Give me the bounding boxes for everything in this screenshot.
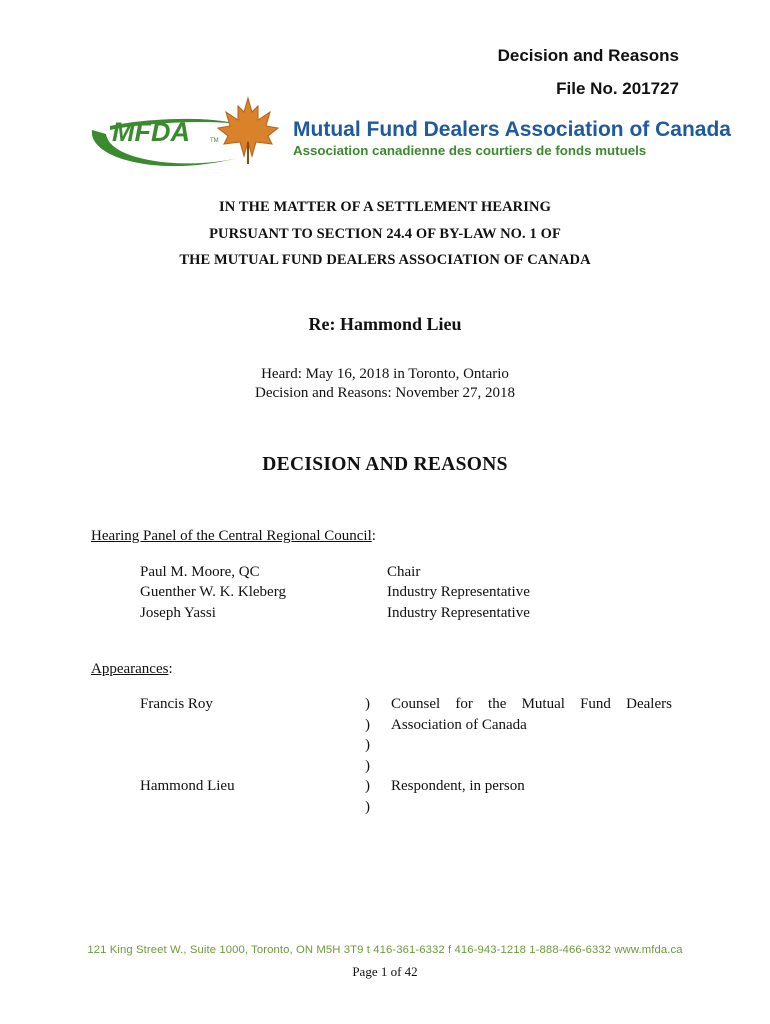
maple-leaf-icon — [218, 98, 278, 164]
role-word: Dealers — [626, 696, 672, 712]
role-word: Fund — [580, 696, 611, 712]
role-word: Counsel — [391, 696, 441, 712]
panel-member-role: Industry Representative — [387, 584, 530, 600]
bracket-paren: ) — [365, 717, 370, 733]
logo-name-french: Association canadienne des courtiers de fonds mutuels — [293, 143, 647, 158]
document-type-heading: Decision and Reasons — [497, 46, 679, 65]
panel-heading-text: Hearing Panel of the Central Regional Council — [91, 528, 372, 544]
document-title: DECISION AND REASONS — [262, 454, 508, 475]
role-word: the — [488, 696, 507, 712]
appearance-role-line-1 — [391, 696, 672, 713]
respondent-heading: Re: Hammond Lieu — [308, 314, 462, 334]
matter-line-2: PURSUANT TO SECTION 24.4 OF BY-LAW NO. 1 OF — [209, 226, 561, 242]
appearances-heading — [91, 661, 173, 678]
appearance-role: Respondent, in person — [391, 778, 525, 794]
decision-date: Decision and Reasons: November 27, 2018 — [255, 385, 515, 401]
bracket-paren: ) — [365, 696, 370, 712]
bracket-paren: ) — [365, 778, 370, 794]
panel-member-name: Guenther W. K. Kleberg — [140, 584, 286, 600]
panel-heading-colon: : — [371, 528, 376, 544]
logo-acronym: MFDA — [112, 117, 190, 147]
footer-address: 121 King Street W., Suite 1000, Toronto, ON M5H 3T9 t 416-361-6332 f 416-943-1218 1-888-466-6332 www.mfda.ca — [87, 944, 683, 956]
panel-member-role: Chair — [387, 564, 421, 580]
role-word: Mutual — [521, 696, 565, 712]
file-number: File No. 201727 — [556, 79, 679, 98]
bracket-paren: ) — [365, 758, 370, 774]
panel-member-name: Paul M. Moore, QC — [140, 564, 260, 580]
bracket-paren: ) — [365, 737, 370, 753]
panel-member-name: Joseph Yassi — [140, 605, 216, 621]
role-word: for — [455, 696, 473, 712]
bracket-paren: ) — [365, 799, 370, 815]
page-number: Page 1 of 42 — [352, 964, 418, 979]
appearance-name: Francis Roy — [140, 696, 213, 712]
mfda-logo — [88, 96, 731, 180]
mfda-logo-graphic — [88, 96, 731, 180]
matter-line-3: THE MUTUAL FUND DEALERS ASSOCIATION OF CANADA — [179, 252, 591, 268]
matter-line-1: IN THE MATTER OF A SETTLEMENT HEARING — [219, 199, 551, 215]
logo-tm: TM — [210, 138, 219, 144]
appearances-heading-colon: : — [168, 661, 173, 677]
appearance-role-line-2: Association of Canada — [391, 717, 527, 733]
panel-heading — [91, 528, 376, 545]
panel-member-role: Industry Representative — [387, 605, 530, 621]
appearances-heading-text: Appearances — [91, 661, 169, 677]
appearance-name: Hammond Lieu — [140, 778, 235, 794]
hearing-date: Heard: May 16, 2018 in Toronto, Ontario — [261, 366, 509, 382]
logo-name-english: Mutual Fund Dealers Association of Canada — [293, 118, 731, 141]
